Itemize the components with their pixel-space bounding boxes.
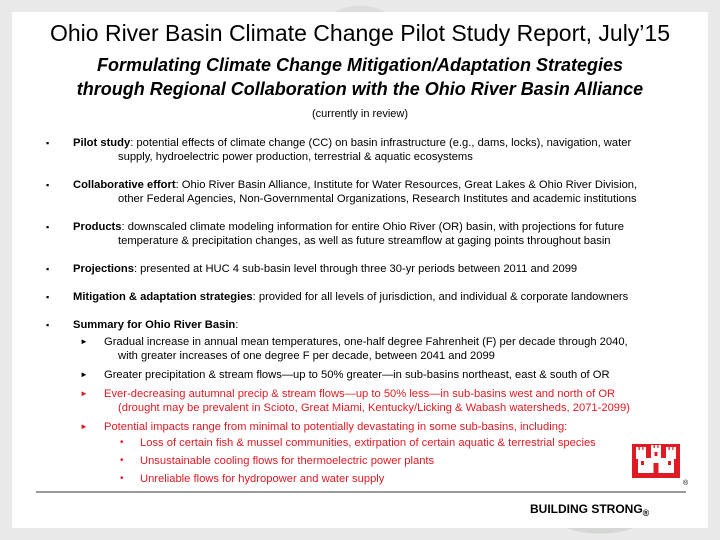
bullet-continuation: other Federal Agencies, Non-Governmental Organizations, Research Institutes and academic institutions [118, 193, 637, 205]
dot-bullet-icon: • [120, 473, 124, 484]
square-bullet-icon: ▪ [46, 180, 50, 190]
bullet-label: Mitigation & adaptation strategies [73, 291, 253, 303]
slide-title: Ohio River Basin Climate Change Pilot Study Report, July’15 [49, 20, 670, 46]
summary-item-impacts [80, 420, 686, 434]
bullet-mitigation [46, 290, 686, 304]
summary-item-continuation: (drought may be prevalent in Scioto, Great Miami, Kentucky/Licking & Wabash watersheds, 2071-2099) [118, 402, 630, 414]
bullet-text: : downscaled climate modeling information for entire Ohio River (OR) basin, with projections for future [121, 221, 624, 233]
square-bullet-icon: ▪ [46, 222, 50, 232]
summary-item-precipitation [80, 368, 686, 382]
summary-item-drought [80, 387, 686, 415]
square-bullet-icon: ▪ [46, 320, 50, 330]
square-bullet-icon: ▪ [46, 292, 50, 302]
bullet-list [46, 136, 689, 490]
dot-bullet-icon: • [120, 437, 124, 448]
impact-list [120, 436, 689, 487]
impact-text: Unreliable flows for hydropower and water supply [140, 473, 385, 485]
slogan-text: BUILDING STRONG [530, 502, 643, 516]
bullet-collaborative-effort [46, 178, 686, 206]
footer-slogan [530, 502, 649, 516]
subtitle-line-2: through Regional Collaboration with the Ohio River Basin Alliance [76, 79, 644, 99]
impact-item [120, 472, 689, 487]
bullet-label: Products [73, 221, 122, 233]
square-bullet-icon: ▪ [46, 264, 50, 274]
arrow-bullet-icon: ► [80, 370, 88, 379]
arrow-bullet-icon: ► [80, 337, 88, 346]
logo-registered-mark: ® [683, 480, 689, 487]
dot-bullet-icon: • [120, 455, 124, 466]
subtitle-line-1: Formulating Climate Change Mitigation/Adaptation Strategies [96, 55, 624, 75]
footer-divider [36, 491, 686, 493]
castle-logo-svg [632, 444, 680, 478]
bullet-pilot-study [46, 136, 686, 164]
bullet-text: : presented at HUC 4 sub-basin level through three 30-yr periods between 2011 and 2099 [133, 263, 578, 275]
summary-label: Summary for Ohio River Basin [73, 319, 236, 331]
bullet-products [46, 220, 686, 248]
bullet-text: : provided for all levels of jurisdiction, and individual & corporate landowners [252, 291, 629, 303]
arrow-bullet-icon: ► [80, 422, 88, 431]
bullet-label: Collaborative effort [73, 179, 176, 191]
bullet-projections [46, 262, 686, 276]
bullet-label: Projections [73, 263, 134, 275]
registered-mark: ® [642, 508, 650, 518]
impact-text: Unsustainable cooling flows for thermoelectric power plants [140, 455, 435, 467]
square-bullet-icon: ▪ [46, 138, 50, 148]
summary-colon: : [235, 319, 239, 331]
bullet-summary [46, 318, 689, 487]
summary-item-text: Ever-decreasing autumnal precip & stream flows—up to 50% less—in sub-basins west and north of OR [104, 388, 616, 400]
summary-list [80, 335, 689, 487]
summary-item-text: Potential impacts range from minimal to potentially devastating in some sub-basins, including: [104, 421, 568, 433]
impact-text: Loss of certain fish & mussel communities, extirpation of certain aquatic & terrestrial species [140, 437, 596, 449]
summary-item-text: Gradual increase in annual mean temperatures, one-half degree Fahrenheit (F) per decade through 2040, [104, 336, 628, 348]
summary-item-continuation: with greater increases of one degree F per decade, between 2041 and 2099 [118, 350, 495, 362]
impact-item [120, 454, 686, 468]
summary-item-text: Greater precipitation & stream flows—up to 50% greater—in sub-basins northeast, east & south of OR [104, 369, 610, 381]
castle-logo-icon [632, 444, 680, 478]
arrow-bullet-icon: ► [80, 389, 88, 398]
bullet-continuation: temperature & precipitation changes, as well as future streamflow at gaging points throughout basin [118, 235, 611, 247]
impact-item [120, 436, 686, 450]
slide-subtitle [0, 53, 720, 101]
bullet-continuation: supply, hydroelectric power production, terrestrial & aquatic ecosystems [118, 151, 473, 163]
bullet-text: : potential effects of climate change (CC) on basin infrastructure (e.g., dams, locks), navigation, water [130, 137, 632, 149]
bullet-text: : Ohio River Basin Alliance, Institute for Water Resources, Great Lakes & Ohio River Division, [175, 179, 638, 191]
review-note: (currently in review) [312, 108, 408, 120]
summary-item-temperature [80, 335, 686, 363]
bullet-label: Pilot study [73, 137, 131, 149]
